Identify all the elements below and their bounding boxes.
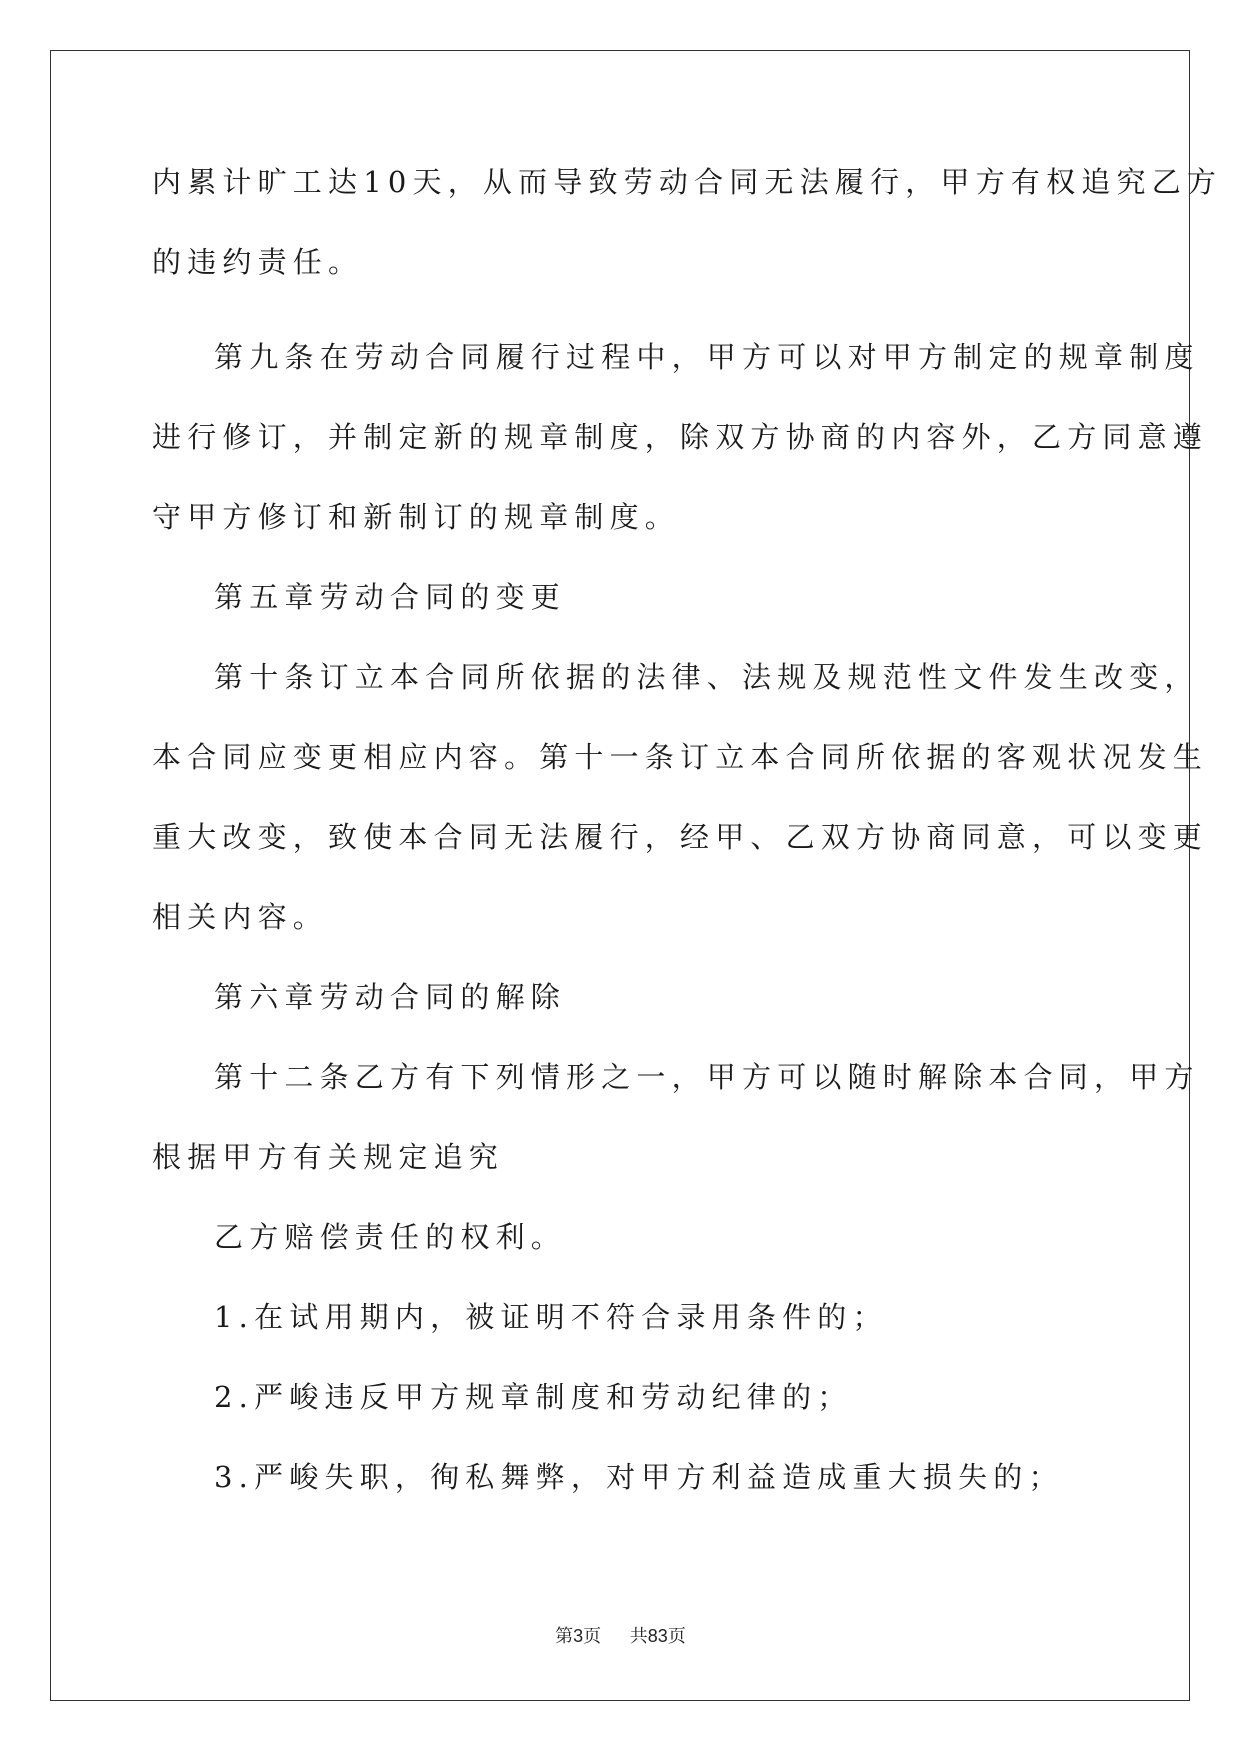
paragraph-line: 内累计旷工达10天，从而导致劳动合同无法履行，甲方有权追究乙方 (152, 165, 1223, 199)
chapter-heading: 第六章劳动合同的解除 (214, 980, 567, 1014)
paragraph-line: 本合同应变更相应内容。第十一条订立本合同所依据的客观状况发生 (152, 740, 1209, 774)
page-frame (50, 50, 1190, 1701)
total-page-number: 83 (647, 1626, 668, 1646)
list-item: 1.在试用期内，被证明不符合录用条件的； (214, 1300, 888, 1334)
paragraph-line: 重大改变，致使本合同无法履行，经甲、乙双方协商同意，可以变更 (152, 820, 1209, 854)
paragraph-line: 乙方赔偿责任的权利。 (214, 1220, 567, 1254)
paragraph-line: 第九条在劳动合同履行过程中，甲方可以对甲方制定的规章制度 (214, 340, 1200, 374)
paragraph-line: 第十条订立本合同所依据的法律、法规及规范性文件发生改变， (214, 660, 1200, 694)
page-number-label: 第3页 (555, 1626, 602, 1647)
paragraph-line: 守甲方修订和新制订的规章制度。 (152, 500, 681, 534)
page-footer (0, 1624, 1241, 1649)
paragraph-line: 根据甲方有关规定追究 (152, 1140, 505, 1174)
list-item: 3.严峻失职，徇私舞弊，对甲方利益造成重大损失的； (214, 1460, 1064, 1494)
paragraph-line: 第十二条乙方有下列情形之一，甲方可以随时解除本合同，甲方 (214, 1060, 1200, 1094)
total-pages-label: 共83页 (629, 1626, 686, 1647)
chapter-heading: 第五章劳动合同的变更 (214, 580, 567, 614)
list-item: 2.严峻违反甲方规章制度和劳动纪律的； (214, 1380, 853, 1414)
paragraph-line: 进行修订，并制定新的规章制度，除双方协商的内容外，乙方同意遵 (152, 420, 1209, 454)
current-page-number: 3 (573, 1626, 584, 1646)
paragraph-line: 相关内容。 (152, 900, 329, 934)
paragraph-line: 的违约责任。 (152, 245, 364, 279)
